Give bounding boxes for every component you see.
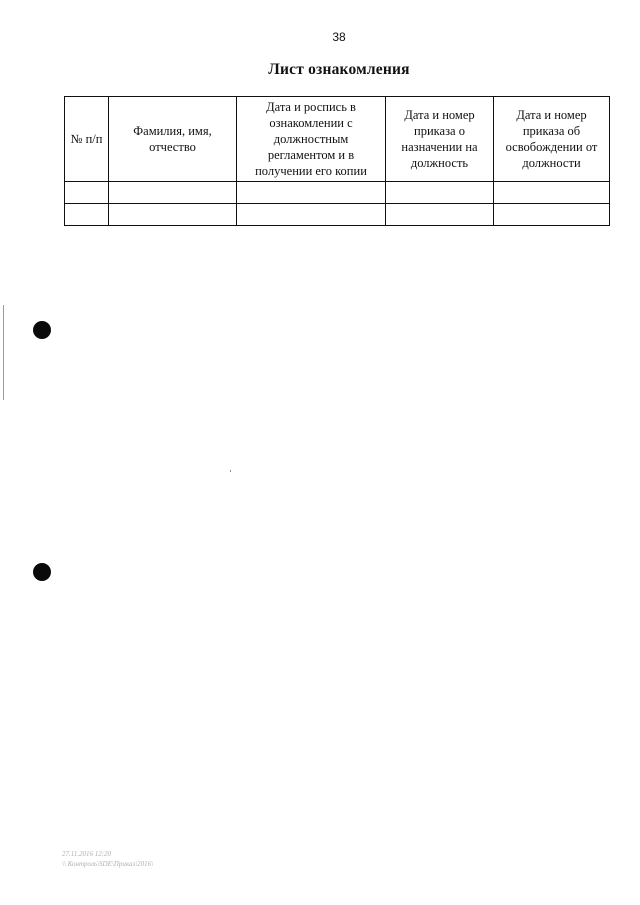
- table-cell[interactable]: [494, 182, 610, 204]
- table-cell[interactable]: [65, 182, 109, 204]
- footer-stamp-path: \\ Контроль\SDE\Приказ\2016\: [62, 860, 154, 868]
- table-header-row: [65, 97, 610, 182]
- table-cell[interactable]: [237, 204, 386, 226]
- header-number: № п/п: [65, 97, 109, 182]
- table-row: [65, 204, 610, 226]
- punch-hole-bottom: [33, 563, 51, 581]
- header-acknowledgment-date-signature: Дата и роспись в ознакомлении с должностным регламентом и в получении его копии: [237, 97, 386, 182]
- table-cell[interactable]: [237, 182, 386, 204]
- page-title: Лист ознакомления: [268, 61, 410, 78]
- table-row: [65, 182, 610, 204]
- table-cell[interactable]: [109, 182, 237, 204]
- punch-hole-top: [33, 321, 51, 339]
- scan-speck: [230, 470, 231, 472]
- acknowledgment-table: [64, 96, 610, 226]
- scan-margin-line: [3, 305, 4, 400]
- header-full-name: Фамилия, имя, отчество: [109, 97, 237, 182]
- header-dismissal-order: Дата и номер приказа об освобождении от должности: [494, 97, 610, 182]
- table-cell[interactable]: [494, 204, 610, 226]
- page-number: 38: [332, 30, 346, 44]
- table-cell[interactable]: [65, 204, 109, 226]
- header-appointment-order: Дата и номер приказа о назначении на должность: [386, 97, 494, 182]
- table-cell[interactable]: [386, 182, 494, 204]
- table-cell[interactable]: [386, 204, 494, 226]
- table-cell[interactable]: [109, 204, 237, 226]
- footer-stamp-date: 27.11.2016 12:20: [62, 850, 112, 858]
